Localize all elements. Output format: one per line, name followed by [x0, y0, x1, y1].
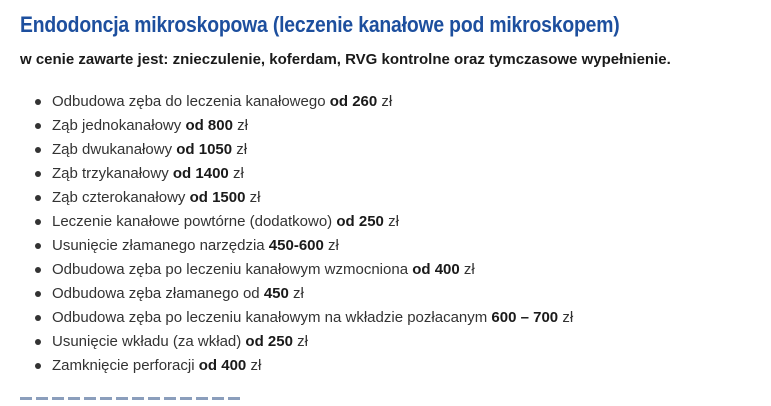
- item-name: Zamknięcie perforacji: [52, 357, 195, 374]
- item-name: Odbudowa zęba do leczenia kanałowego: [52, 93, 326, 110]
- item-price: od 800: [185, 117, 233, 134]
- item-unit: zł: [562, 309, 574, 326]
- item-price: od 400: [412, 261, 460, 278]
- item-unit: zł: [249, 189, 261, 206]
- list-item: [20, 210, 573, 234]
- item-price: 450-600: [268, 237, 324, 254]
- item-price: od 1400: [172, 165, 229, 182]
- item-unit: zł: [237, 117, 248, 134]
- bullet-icon: [35, 267, 41, 273]
- list-item: [20, 282, 573, 306]
- section-title: Endodoncja mikroskopowa (leczenie kanałowe pod mikroskopem): [20, 12, 620, 37]
- item-name: Odbudowa zęba po leczeniu kanałowym wzmocniona: [52, 261, 409, 278]
- next-heading-cutoff: [20, 394, 240, 406]
- item-name: Usunięcie wkładu (za wkład): [52, 333, 242, 350]
- item-name: Odbudowa zęba złamanego od: [52, 285, 260, 302]
- item-price: od 400: [198, 357, 247, 374]
- bullet-icon: [35, 147, 41, 153]
- list-item: [20, 330, 573, 354]
- item-name: Usunięcie złamanego narzędzia: [52, 237, 265, 254]
- item-unit: zł: [232, 165, 244, 182]
- item-price: od 1500: [189, 189, 246, 206]
- item-unit: zł: [328, 237, 339, 254]
- list-item: [20, 162, 573, 186]
- bullet-icon: [35, 339, 41, 345]
- bullet-icon: [35, 219, 41, 225]
- list-item: [20, 138, 573, 162]
- item-price: od 260: [329, 93, 378, 110]
- bullet-icon: [35, 315, 41, 321]
- bullet-icon: [35, 291, 41, 297]
- bullet-icon: [35, 195, 41, 201]
- list-item: [20, 354, 573, 378]
- bullet-icon: [35, 363, 41, 369]
- list-item: [20, 90, 573, 114]
- item-unit: zł: [388, 213, 399, 230]
- list-item: [20, 234, 573, 258]
- item-name: Ząb trzykanałowy: [52, 165, 169, 182]
- list-item: [20, 186, 573, 210]
- item-name: Ząb jednokanałowy: [52, 117, 182, 134]
- item-unit: zł: [293, 285, 304, 302]
- cutoff-text-fragment: [20, 397, 240, 400]
- item-name: Leczenie kanałowe powtórne (dodatkowo): [52, 213, 333, 230]
- list-item: [20, 258, 573, 282]
- item-unit: zł: [463, 261, 475, 278]
- price-list: [20, 90, 573, 378]
- bullet-icon: [35, 123, 41, 129]
- item-unit: zł: [250, 357, 262, 374]
- item-name: Ząb dwukanałowy: [52, 141, 173, 158]
- item-price: 600 – 700: [491, 309, 559, 326]
- bullet-icon: [35, 99, 41, 105]
- list-item: [20, 114, 573, 138]
- item-unit: zł: [381, 93, 393, 110]
- list-item: [20, 306, 573, 330]
- item-price: 450: [263, 285, 289, 302]
- item-price: od 250: [245, 333, 293, 350]
- item-unit: zł: [236, 141, 248, 158]
- item-name: Ząb czterokanałowy: [52, 189, 186, 206]
- item-price: od 1050: [176, 141, 233, 158]
- item-price: od 250: [336, 213, 384, 230]
- item-unit: zł: [297, 333, 308, 350]
- bullet-icon: [35, 171, 41, 177]
- item-name: Odbudowa zęba po leczeniu kanałowym na wkładzie pozłacanym: [52, 309, 488, 326]
- bullet-icon: [35, 243, 41, 249]
- section-subtitle: w cenie zawarte jest: znieczulenie, koferdam, RVG kontrolne oraz tymczasowe wypełnienie.: [20, 51, 671, 68]
